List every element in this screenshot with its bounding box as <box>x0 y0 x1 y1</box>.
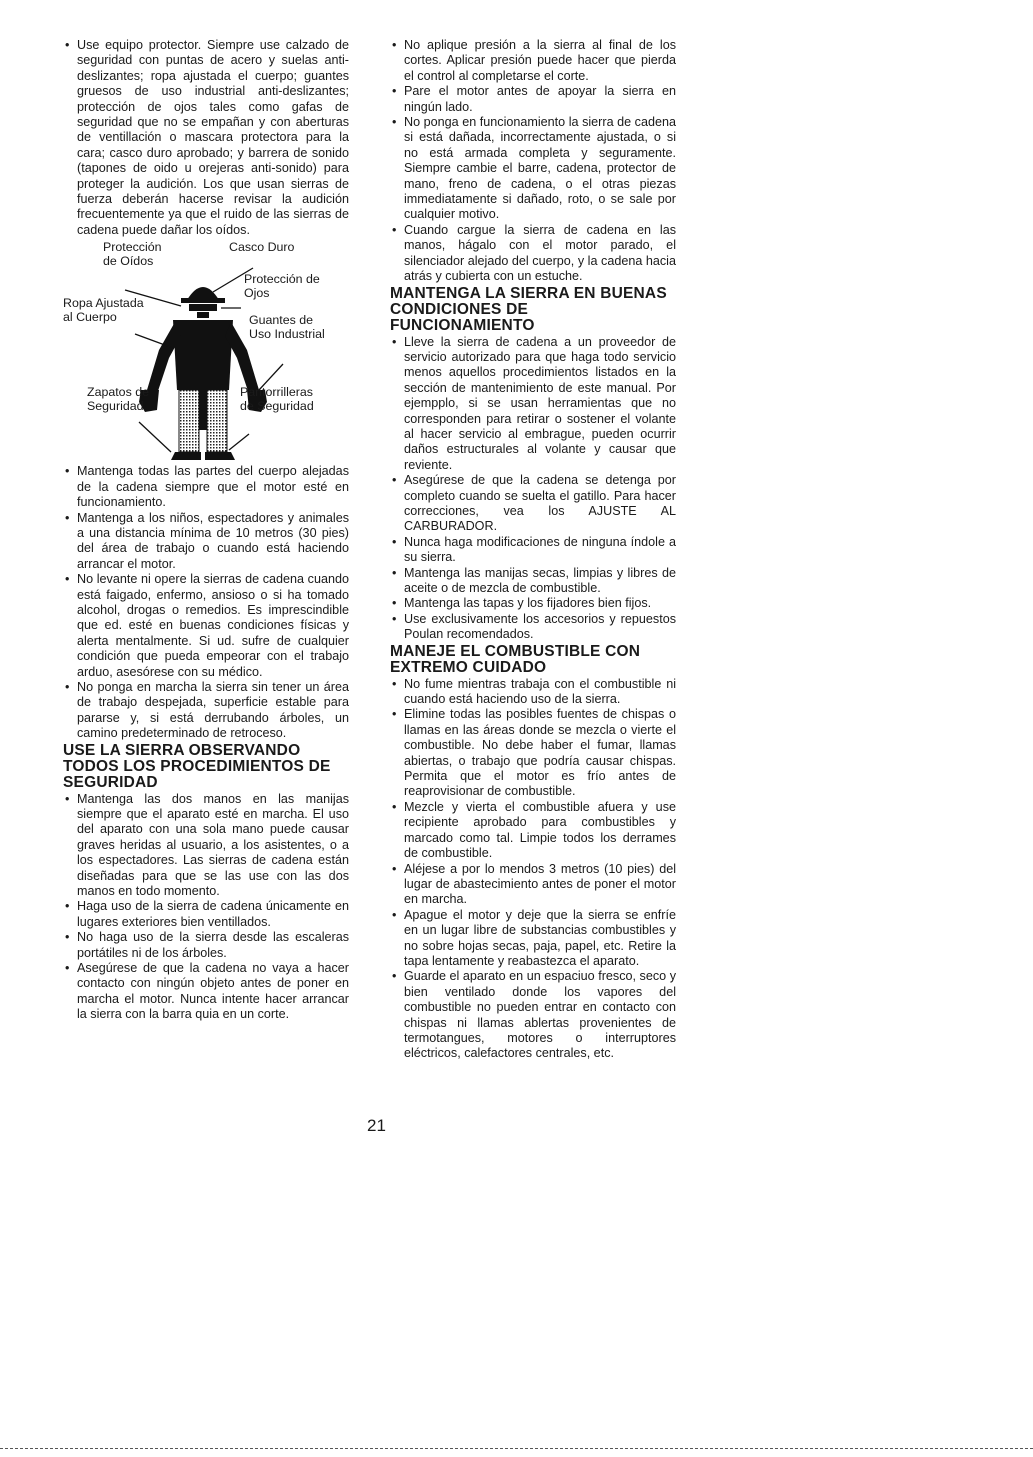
bullet-list-left-top <box>63 38 349 238</box>
bullet-item: • Haga uso de la sierra de cadena únicamente en lugares exteriores bien ventillados. <box>63 899 349 930</box>
bullet-list-left-bottom <box>63 792 349 1023</box>
bullet-item: • Guarde el aparato en un espaciuo fresco, seco y bien ventilado donde los vapores del combustible no pueden entrar en contacto con chispas ni llamas ablertas provenientes de termotangues, motores o interruptores eléctricos, calefactores centrales, etc. <box>390 969 676 1061</box>
right-column <box>390 38 676 1062</box>
left-column <box>63 38 349 1023</box>
section-heading: USE LA SIERRA OBSERVANDO TODOS LOS PROCEDIMIENTOS DE SEGURIDAD <box>63 741 331 791</box>
bullet-item: • Pare el motor antes de apoyar la sierra en ningún lado. <box>390 84 676 115</box>
page-number: 21 <box>367 1116 386 1135</box>
bullet-item: • No fume mientras trabaja con el combustible ni cuando está haciendo uso de la sierra. <box>390 677 676 708</box>
label-safety-chaps: Pantorrilleras de Seguridad <box>240 385 314 414</box>
bullet-item: • No haga uso de la sierra desde las escaleras portátiles ni de los árboles. <box>63 930 349 961</box>
bullet-item: • Apague el motor y deje que la sierra se enfríe en un lugar libre de substancias combustibles y no sobre hojas secas, paja, papel, etc. Retire la tapa lentamente y reabastezca el aparato. <box>390 908 676 970</box>
section-heading: MANTENGA LA SIERRA EN BUENAS CONDICIONES DE FUNCIONAMIENTO <box>390 284 667 334</box>
label-heavy-gloves: Guantes de Uso Industrial <box>249 313 325 342</box>
bullet-item: • Mantenga las manijas secas, limpias y libres de aceite o de mezcla de combustible. <box>390 566 676 597</box>
bullet-item: • Mantenga las tapas y los fijadores bien fijos. <box>390 596 676 611</box>
label-eye-protection: Protección de Ojos <box>244 272 320 301</box>
bullet-list-right-mid <box>390 335 676 643</box>
section-heading: MANEJE EL COMBUSTIBLE CON EXTREMO CUIDADO <box>390 642 641 676</box>
bullet-item: • Mezcle y vierta el combustible afuera y use recipiente aprobado para combustibles y marcado como tal. Limpie todos los derrames de combustible. <box>390 800 676 862</box>
bullet-item: • Asegúrese de que la cadena no vaya a hacer contacto con ningún objeto antes de poner en marcha el motor. Nunca intente hacer arrancar la sierra con la barra quia en un corte. <box>63 961 349 1023</box>
bullet-item: • No ponga en funcionamiento la sierra de cadena si está dañada, incorrectamente ajustada, o si no está armada completa y seguramente. Siempre cambie el barre, cadena, protector de mano, freno de cadena, o el otras piezas immediatamente si dañado, roto, o se sale por cualquier motivo. <box>390 115 676 223</box>
label-hard-hat: Casco Duro <box>229 240 295 255</box>
bullet-item: • Nunca haga modificaciones de ninguna índole a su sierra. <box>390 535 676 566</box>
label-hearing-protection: Protección de Oídos <box>103 240 162 269</box>
protective-equipment-figure <box>63 240 349 460</box>
bottom-divider <box>0 1448 1033 1449</box>
bullet-item: • Use equipo protector. Siempre use calzado de seguridad con puntas de acero y suelas anti-deslizantes; ropa ajustada el cuerpo; guantes gruesos de uso industrial anti-deslizantes; protección de ojos tales como gafas de seguridad que no se empañan y con aberturas de ventillación o mascara protectora para la cara; casco duro aprobado; y barrera de sonido (tapones de oido u orejeras anti-sonido) para proteger la audición. Los que usan sierras de fuerza deberán hacerse revisar la audición frecuentemente ya que el ruido de las sierras de cadena puede dañar los oídos. <box>63 38 349 238</box>
label-safety-shoes: Zapatos de Seguridad <box>87 385 149 414</box>
bullet-item: • Elimine todas las posibles fuentes de chispas o llamas en las áreas donde se mezcla o vierte el combustible. No debe haber el fumar, llamas abiertas, o trabajo que podría causar chispas. Permita que el motor es frío antes de reaprovisionar de combustible. <box>390 707 676 799</box>
bullet-item: • Asegúrese de que la cadena se detenga por completo cuando se suelta el gatillo. Para hacer correcciones, vea los AJUSTE AL CARBURADOR. <box>390 473 676 535</box>
bullet-item: • No levante ni opere la sierras de cadena cuando está faigado, enfermo, ansioso o si ha tomado alcohol, drogas o remedios. Es imprescindible que ed. esté en buenas condiciones físicas y alerta mentalmente. Si ud. sufre de cualquier condición que pueda empeorar con el trabajo arduo, asesórese con su médico. <box>63 572 349 680</box>
bullet-item: • Aléjese a por lo mendos 3 metros (10 pies) del lugar de abastecimiento antes de poner el motor en marcha. <box>390 862 676 908</box>
bullet-list-right-top <box>390 38 676 285</box>
label-snug-clothing: Ropa Ajustada al Cuerpo <box>63 296 144 325</box>
bullet-item: • No ponga en marcha la sierra sin tener un área de trabajo despejada, superficie estable para pararse y, si está derrubando árboles, un camino predeterminado de retroceso. <box>63 680 349 742</box>
bullet-item: • No aplique presión a la sierra al final de los cortes. Aplicar presión puede hacer que pierda el control al completarse el corte. <box>390 38 676 84</box>
bullet-list-left-mid <box>63 464 349 741</box>
bullet-item: • Lleve la sierra de cadena a un proveedor de servicio autorizado para que haga todo servicio menos aquellos procedimientos listados en la sección de mantenimiento de este manual. Por ejempplo, si se usan herramientas que no corresponden para retirar o sostener el volante al hacer servicio al embrague, pueden ocurrir daños estructurales al volante y causar que reviente. <box>390 335 676 474</box>
bullet-list-right-bottom <box>390 677 676 1062</box>
bullet-item: • Cuando cargue la sierra de cadena en las manos, hágalo con el motor parado, el silenciador alejado del cuerpo, y la cadena hacia atrás y cubierta con un estuche. <box>390 223 676 285</box>
bullet-item: • Use exclusivamente los accesorios y repuestos Poulan recomendados. <box>390 612 676 643</box>
bullet-item: • Mantenga a los niños, espectadores y animales a una distancia mínima de 10 metros (30 pies) del área de trabajo o cuando está haciendo arrancar el motor. <box>63 511 349 573</box>
bullet-item: • Mantenga todas las partes del cuerpo alejadas de la cadena siempre que el motor esté en funcionamiento. <box>63 464 349 510</box>
bullet-item: • Mantenga las dos manos en las manijas siempre que el aparato esté en marcha. El uso del aparato con una sola mano puede causar graves heridas al usuario, a los asistentes, o a los espectadores. Las sierras de cadena están diseñadas para que se las use con las dos manos en todo momento. <box>63 792 349 900</box>
